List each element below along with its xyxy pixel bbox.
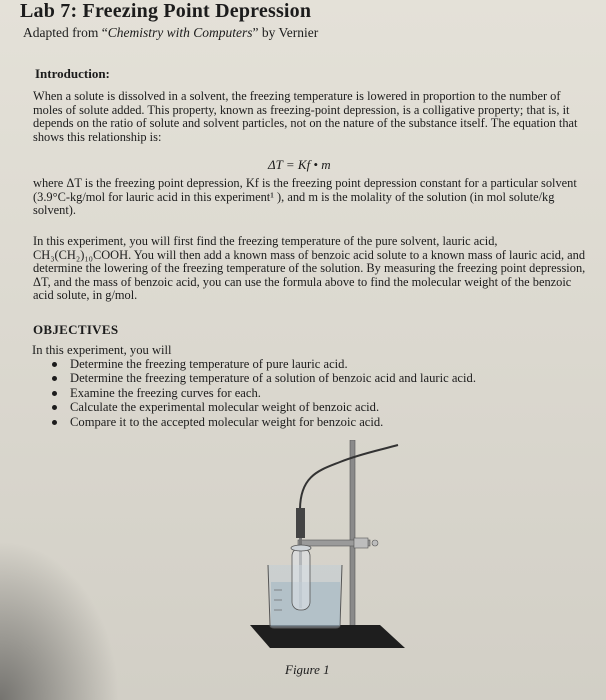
clamp-screw — [372, 540, 378, 546]
introduction-heading: Introduction: — [35, 66, 110, 81]
subtitle-suffix: ” by Vernier — [252, 25, 319, 40]
subtitle-book: Chemistry with Computers — [107, 25, 253, 40]
lab-apparatus-figure — [230, 440, 430, 650]
probe-handle — [296, 508, 305, 538]
objectives-heading: OBJECTIVES — [33, 322, 119, 337]
introduction-paragraph-1: When a solute is dissolved in a solvent, the freezing temperature is lowered in proportion to the number of moles of solute added. This property, known as freezing-point depression, is a colligative property; that is, it depends on the ratio of solute and solvent particles, not on the nature of the substance itself. The equation that shows this relationship is: — [33, 89, 578, 144]
objective-item: Calculate the experimental molecular weight of benzoic acid. — [50, 400, 476, 414]
equation: ΔT = Kf • m — [268, 157, 331, 172]
clamp-knob — [354, 538, 368, 548]
objective-item: Examine the freezing curves for each. — [50, 386, 476, 400]
objectives-intro: In this experiment, you will — [32, 343, 172, 357]
subtitle — [23, 25, 318, 41]
figure-caption: Figure 1 — [285, 662, 330, 677]
objective-item: Determine the freezing temperature of pure lauric acid. — [50, 357, 476, 371]
test-tube-rim — [291, 545, 311, 551]
subtitle-prefix: Adapted from “ — [23, 25, 108, 40]
test-tube — [292, 548, 310, 610]
objective-item: Determine the freezing temperature of a solution of benzoic acid and lauric acid. — [50, 371, 476, 385]
objectives-list — [50, 357, 476, 429]
probe-wire — [300, 445, 398, 510]
introduction-paragraph-2: where ΔT is the freezing point depression, Kf is the freezing point depression constant for a particular solvent (3.9°C-kg/mol for lauric acid in this experiment¹ ), and m is the molality of the solution (in mol solute/kg solvent). — [33, 176, 577, 218]
introduction-paragraph-3: In this experiment, you will first find the freezing temperature of the pure solvent, lauric acid, CH₃(CH₂)₁₀COOH. You will then add a known mass of benzoic acid solute to a known mass of lauric acid, and determine the lowering of the freezing temperature of the solution. By measuring the freezing point depression, ΔT, and the mass of benzoic acid, you can use the formula above to find the molecular weight of the benzoic acid solute, in g/mol. — [33, 234, 586, 303]
objective-item: Compare it to the accepted molecular weight for benzoic acid. — [50, 415, 476, 429]
page-title: Lab 7: Freezing Point Depression — [20, 0, 312, 22]
stand-rod — [350, 440, 355, 630]
